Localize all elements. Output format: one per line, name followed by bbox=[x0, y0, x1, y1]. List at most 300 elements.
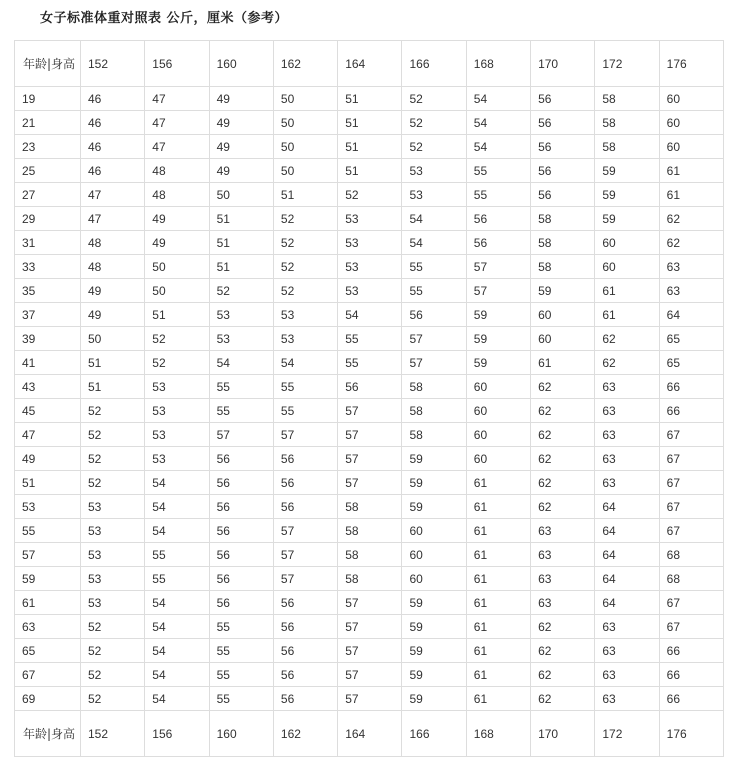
weight-cell: 51 bbox=[338, 87, 402, 111]
weight-cell: 54 bbox=[209, 351, 273, 375]
weight-cell: 52 bbox=[145, 351, 209, 375]
weight-cell: 53 bbox=[209, 303, 273, 327]
weight-cell: 54 bbox=[145, 519, 209, 543]
weight-cell: 61 bbox=[595, 279, 659, 303]
weight-cell: 57 bbox=[338, 639, 402, 663]
weight-cell: 52 bbox=[81, 399, 145, 423]
weight-cell: 47 bbox=[81, 207, 145, 231]
weight-cell: 55 bbox=[209, 687, 273, 711]
weight-cell: 49 bbox=[209, 159, 273, 183]
weight-cell: 57 bbox=[273, 543, 337, 567]
weight-cell: 58 bbox=[338, 543, 402, 567]
table-row bbox=[15, 303, 724, 327]
weight-cell: 61 bbox=[466, 615, 530, 639]
age-cell: 65 bbox=[15, 639, 81, 663]
weight-cell: 56 bbox=[531, 135, 595, 159]
weight-cell: 49 bbox=[81, 279, 145, 303]
weight-cell: 52 bbox=[209, 279, 273, 303]
weight-cell: 61 bbox=[466, 519, 530, 543]
height-header-cell: 168 bbox=[466, 711, 530, 757]
height-header-cell: 172 bbox=[595, 41, 659, 87]
weight-cell: 51 bbox=[338, 135, 402, 159]
table-row bbox=[15, 183, 724, 207]
weight-cell: 60 bbox=[466, 447, 530, 471]
weight-cell: 57 bbox=[338, 423, 402, 447]
weight-cell: 50 bbox=[273, 87, 337, 111]
weight-cell: 53 bbox=[81, 495, 145, 519]
weight-cell: 66 bbox=[659, 639, 723, 663]
weight-cell: 57 bbox=[338, 591, 402, 615]
weight-cell: 55 bbox=[338, 351, 402, 375]
weight-cell: 58 bbox=[402, 423, 466, 447]
weight-cell: 56 bbox=[531, 183, 595, 207]
weight-cell: 57 bbox=[402, 351, 466, 375]
weight-cell: 62 bbox=[531, 423, 595, 447]
table-row bbox=[15, 207, 724, 231]
weight-cell: 48 bbox=[145, 183, 209, 207]
weight-cell: 50 bbox=[209, 183, 273, 207]
weight-cell: 57 bbox=[338, 615, 402, 639]
weight-cell: 56 bbox=[273, 615, 337, 639]
weight-cell: 50 bbox=[145, 255, 209, 279]
weight-cell: 56 bbox=[273, 495, 337, 519]
weight-cell: 55 bbox=[209, 375, 273, 399]
weight-cell: 57 bbox=[209, 423, 273, 447]
age-cell: 35 bbox=[15, 279, 81, 303]
weight-cell: 62 bbox=[659, 207, 723, 231]
age-cell: 57 bbox=[15, 543, 81, 567]
weight-cell: 67 bbox=[659, 471, 723, 495]
weight-cell: 53 bbox=[338, 255, 402, 279]
weight-cell: 53 bbox=[338, 207, 402, 231]
age-cell: 47 bbox=[15, 423, 81, 447]
weight-cell: 57 bbox=[338, 399, 402, 423]
weight-cell: 57 bbox=[273, 567, 337, 591]
weight-cell: 55 bbox=[209, 615, 273, 639]
weight-cell: 53 bbox=[273, 303, 337, 327]
weight-cell: 59 bbox=[402, 663, 466, 687]
weight-cell: 56 bbox=[273, 687, 337, 711]
weight-cell: 60 bbox=[402, 519, 466, 543]
weight-cell: 53 bbox=[81, 591, 145, 615]
weight-cell: 53 bbox=[145, 399, 209, 423]
weight-cell: 61 bbox=[659, 183, 723, 207]
weight-cell: 63 bbox=[595, 663, 659, 687]
weight-cell: 67 bbox=[659, 519, 723, 543]
weight-cell: 59 bbox=[402, 639, 466, 663]
weight-cell: 63 bbox=[531, 591, 595, 615]
weight-cell: 66 bbox=[659, 375, 723, 399]
height-header-cell: 166 bbox=[402, 41, 466, 87]
weight-cell: 56 bbox=[531, 87, 595, 111]
weight-cell: 52 bbox=[273, 255, 337, 279]
weight-cell: 53 bbox=[145, 375, 209, 399]
weight-cell: 58 bbox=[338, 519, 402, 543]
weight-cell: 55 bbox=[209, 639, 273, 663]
weight-cell: 55 bbox=[145, 567, 209, 591]
weight-cell: 54 bbox=[466, 111, 530, 135]
weight-cell: 61 bbox=[466, 495, 530, 519]
age-cell: 37 bbox=[15, 303, 81, 327]
age-cell: 23 bbox=[15, 135, 81, 159]
weight-cell: 61 bbox=[466, 543, 530, 567]
weight-cell: 63 bbox=[531, 519, 595, 543]
weight-cell: 66 bbox=[659, 399, 723, 423]
weight-cell: 63 bbox=[531, 543, 595, 567]
age-cell: 51 bbox=[15, 471, 81, 495]
weight-cell: 50 bbox=[145, 279, 209, 303]
weight-cell: 52 bbox=[273, 231, 337, 255]
height-header-cell: 170 bbox=[531, 711, 595, 757]
weight-cell: 48 bbox=[81, 255, 145, 279]
weight-cell: 52 bbox=[81, 447, 145, 471]
corner-label: 年龄|身高 bbox=[15, 711, 81, 757]
weight-cell: 53 bbox=[81, 519, 145, 543]
weight-cell: 68 bbox=[659, 543, 723, 567]
age-cell: 21 bbox=[15, 111, 81, 135]
weight-cell: 51 bbox=[209, 231, 273, 255]
age-cell: 59 bbox=[15, 567, 81, 591]
weight-cell: 58 bbox=[402, 375, 466, 399]
height-header-cell: 176 bbox=[659, 41, 723, 87]
weight-cell: 59 bbox=[402, 591, 466, 615]
weight-cell: 67 bbox=[659, 447, 723, 471]
weight-cell: 65 bbox=[659, 351, 723, 375]
weight-cell: 54 bbox=[145, 591, 209, 615]
weight-cell: 58 bbox=[338, 495, 402, 519]
height-header-cell: 172 bbox=[595, 711, 659, 757]
weight-cell: 63 bbox=[595, 687, 659, 711]
weight-cell: 62 bbox=[595, 327, 659, 351]
weight-cell: 61 bbox=[466, 687, 530, 711]
weight-cell: 62 bbox=[531, 471, 595, 495]
table-row bbox=[15, 471, 724, 495]
weight-cell: 58 bbox=[531, 207, 595, 231]
height-header-cell: 152 bbox=[81, 41, 145, 87]
table-row bbox=[15, 375, 724, 399]
weight-cell: 57 bbox=[273, 519, 337, 543]
weight-cell: 60 bbox=[595, 255, 659, 279]
weight-cell: 59 bbox=[466, 303, 530, 327]
weight-cell: 63 bbox=[595, 375, 659, 399]
table-row bbox=[15, 567, 724, 591]
table-row bbox=[15, 351, 724, 375]
table-row bbox=[15, 423, 724, 447]
weight-cell: 63 bbox=[595, 615, 659, 639]
weight-cell: 47 bbox=[145, 111, 209, 135]
table-row bbox=[15, 447, 724, 471]
weight-cell: 58 bbox=[595, 135, 659, 159]
weight-cell: 49 bbox=[81, 303, 145, 327]
height-header-cell: 162 bbox=[273, 41, 337, 87]
weight-cell: 53 bbox=[338, 279, 402, 303]
weight-cell: 62 bbox=[531, 663, 595, 687]
weight-cell: 68 bbox=[659, 567, 723, 591]
weight-cell: 51 bbox=[338, 111, 402, 135]
weight-cell: 62 bbox=[595, 351, 659, 375]
weight-cell: 53 bbox=[402, 159, 466, 183]
weight-cell: 58 bbox=[595, 87, 659, 111]
weight-cell: 50 bbox=[273, 159, 337, 183]
weight-cell: 60 bbox=[466, 423, 530, 447]
weight-cell: 47 bbox=[145, 87, 209, 111]
weight-cell: 64 bbox=[595, 519, 659, 543]
table-row bbox=[15, 159, 724, 183]
weight-cell: 52 bbox=[145, 327, 209, 351]
page-title: 女子标准体重对照表 公斤，厘米（参考） bbox=[40, 11, 289, 26]
weight-cell: 58 bbox=[402, 399, 466, 423]
weight-cell: 51 bbox=[209, 207, 273, 231]
weight-cell: 56 bbox=[209, 567, 273, 591]
weight-cell: 61 bbox=[531, 351, 595, 375]
weight-cell: 54 bbox=[338, 303, 402, 327]
height-header-cell: 168 bbox=[466, 41, 530, 87]
weight-cell: 61 bbox=[659, 159, 723, 183]
weight-cell: 63 bbox=[595, 639, 659, 663]
weight-cell: 63 bbox=[531, 567, 595, 591]
weight-cell: 52 bbox=[81, 663, 145, 687]
weight-cell: 67 bbox=[659, 495, 723, 519]
weight-cell: 55 bbox=[466, 159, 530, 183]
weight-cell: 52 bbox=[273, 279, 337, 303]
weight-cell: 59 bbox=[402, 447, 466, 471]
height-header-cell: 152 bbox=[81, 711, 145, 757]
weight-cell: 57 bbox=[273, 423, 337, 447]
weight-cell: 59 bbox=[402, 471, 466, 495]
table-row bbox=[15, 495, 724, 519]
height-header-cell: 156 bbox=[145, 711, 209, 757]
weight-cell: 55 bbox=[209, 399, 273, 423]
weight-cell: 56 bbox=[209, 495, 273, 519]
height-header-cell: 160 bbox=[209, 41, 273, 87]
age-cell: 31 bbox=[15, 231, 81, 255]
age-cell: 41 bbox=[15, 351, 81, 375]
table-row bbox=[15, 135, 724, 159]
weight-cell: 50 bbox=[81, 327, 145, 351]
weight-cell: 53 bbox=[209, 327, 273, 351]
weight-cell: 60 bbox=[659, 111, 723, 135]
height-header-cell: 166 bbox=[402, 711, 466, 757]
weight-cell: 52 bbox=[81, 471, 145, 495]
weight-cell: 56 bbox=[273, 639, 337, 663]
weight-cell: 54 bbox=[145, 471, 209, 495]
weight-cell: 53 bbox=[81, 567, 145, 591]
weight-cell: 49 bbox=[209, 87, 273, 111]
table-row bbox=[15, 687, 724, 711]
weight-cell: 63 bbox=[595, 447, 659, 471]
weight-cell: 58 bbox=[531, 231, 595, 255]
weight-cell: 49 bbox=[145, 207, 209, 231]
weight-cell: 61 bbox=[466, 591, 530, 615]
weight-cell: 49 bbox=[209, 135, 273, 159]
table-row bbox=[15, 399, 724, 423]
corner-label: 年龄|身高 bbox=[15, 41, 81, 87]
table-row bbox=[15, 639, 724, 663]
weight-cell: 60 bbox=[531, 303, 595, 327]
weight-cell: 52 bbox=[402, 135, 466, 159]
weight-cell: 62 bbox=[531, 615, 595, 639]
weight-cell: 57 bbox=[338, 447, 402, 471]
weight-cell: 51 bbox=[209, 255, 273, 279]
weight-cell: 51 bbox=[338, 159, 402, 183]
weight-cell: 49 bbox=[145, 231, 209, 255]
weight-cell: 52 bbox=[402, 87, 466, 111]
age-cell: 61 bbox=[15, 591, 81, 615]
weight-cell: 61 bbox=[466, 471, 530, 495]
weight-cell: 52 bbox=[402, 111, 466, 135]
weight-cell: 54 bbox=[466, 135, 530, 159]
weight-cell: 56 bbox=[209, 447, 273, 471]
weight-cell: 60 bbox=[531, 327, 595, 351]
table-row bbox=[15, 615, 724, 639]
weight-cell: 59 bbox=[402, 687, 466, 711]
weight-cell: 51 bbox=[145, 303, 209, 327]
age-cell: 27 bbox=[15, 183, 81, 207]
weight-cell: 53 bbox=[273, 327, 337, 351]
weight-cell: 61 bbox=[466, 567, 530, 591]
table-row bbox=[15, 327, 724, 351]
weight-cell: 56 bbox=[273, 471, 337, 495]
weight-cell: 64 bbox=[659, 303, 723, 327]
age-cell: 19 bbox=[15, 87, 81, 111]
header-row bbox=[15, 41, 724, 87]
weight-cell: 62 bbox=[659, 231, 723, 255]
weight-cell: 55 bbox=[338, 327, 402, 351]
weight-cell: 64 bbox=[595, 567, 659, 591]
weight-cell: 60 bbox=[402, 567, 466, 591]
weight-cell: 55 bbox=[273, 399, 337, 423]
height-header-cell: 162 bbox=[273, 711, 337, 757]
age-cell: 39 bbox=[15, 327, 81, 351]
weight-cell: 62 bbox=[531, 375, 595, 399]
weight-cell: 66 bbox=[659, 687, 723, 711]
weight-cell: 56 bbox=[209, 519, 273, 543]
weight-cell: 63 bbox=[595, 471, 659, 495]
weight-cell: 62 bbox=[531, 399, 595, 423]
weight-cell: 48 bbox=[81, 231, 145, 255]
table-row bbox=[15, 591, 724, 615]
weight-cell: 57 bbox=[466, 279, 530, 303]
weight-cell: 63 bbox=[595, 399, 659, 423]
weight-cell: 48 bbox=[145, 159, 209, 183]
weight-cell: 56 bbox=[402, 303, 466, 327]
table-row bbox=[15, 279, 724, 303]
weight-cell: 61 bbox=[466, 639, 530, 663]
weight-cell: 62 bbox=[531, 495, 595, 519]
weight-cell: 50 bbox=[273, 111, 337, 135]
weight-cell: 61 bbox=[595, 303, 659, 327]
weight-cell: 54 bbox=[145, 687, 209, 711]
weight-cell: 55 bbox=[209, 663, 273, 687]
weight-cell: 59 bbox=[595, 183, 659, 207]
weight-cell: 46 bbox=[81, 135, 145, 159]
weight-cell: 56 bbox=[531, 111, 595, 135]
weight-cell: 56 bbox=[338, 375, 402, 399]
weight-cell: 67 bbox=[659, 615, 723, 639]
height-header-cell: 164 bbox=[338, 711, 402, 757]
footer-header-row bbox=[15, 711, 724, 757]
weight-cell: 50 bbox=[273, 135, 337, 159]
weight-cell: 55 bbox=[402, 255, 466, 279]
weight-cell: 54 bbox=[145, 639, 209, 663]
weight-cell: 56 bbox=[209, 471, 273, 495]
age-cell: 53 bbox=[15, 495, 81, 519]
weight-cell: 59 bbox=[595, 207, 659, 231]
weight-cell: 59 bbox=[595, 159, 659, 183]
weight-cell: 60 bbox=[659, 135, 723, 159]
weight-cell: 67 bbox=[659, 423, 723, 447]
table-row bbox=[15, 111, 724, 135]
weight-cell: 57 bbox=[338, 687, 402, 711]
weight-cell: 59 bbox=[531, 279, 595, 303]
weight-cell: 52 bbox=[81, 639, 145, 663]
weight-cell: 63 bbox=[659, 255, 723, 279]
weight-cell: 55 bbox=[466, 183, 530, 207]
age-cell: 55 bbox=[15, 519, 81, 543]
weight-cell: 67 bbox=[659, 591, 723, 615]
weight-cell: 57 bbox=[338, 471, 402, 495]
age-cell: 43 bbox=[15, 375, 81, 399]
weight-cell: 53 bbox=[338, 231, 402, 255]
weight-cell: 46 bbox=[81, 111, 145, 135]
weight-cell: 52 bbox=[81, 615, 145, 639]
weight-cell: 52 bbox=[81, 423, 145, 447]
weight-cell: 57 bbox=[466, 255, 530, 279]
weight-cell: 56 bbox=[466, 231, 530, 255]
weight-cell: 54 bbox=[402, 231, 466, 255]
table-row bbox=[15, 663, 724, 687]
weight-cell: 56 bbox=[209, 591, 273, 615]
table-row bbox=[15, 255, 724, 279]
weight-cell: 55 bbox=[145, 543, 209, 567]
weight-cell: 62 bbox=[531, 639, 595, 663]
height-header-cell: 160 bbox=[209, 711, 273, 757]
weight-chart-table bbox=[14, 40, 724, 757]
weight-cell: 64 bbox=[595, 543, 659, 567]
weight-cell: 54 bbox=[145, 495, 209, 519]
weight-cell: 58 bbox=[595, 111, 659, 135]
weight-cell: 64 bbox=[595, 495, 659, 519]
weight-cell: 51 bbox=[273, 183, 337, 207]
weight-cell: 54 bbox=[402, 207, 466, 231]
weight-cell: 46 bbox=[81, 159, 145, 183]
age-cell: 25 bbox=[15, 159, 81, 183]
weight-cell: 49 bbox=[209, 111, 273, 135]
weight-cell: 59 bbox=[466, 327, 530, 351]
weight-cell: 51 bbox=[81, 375, 145, 399]
weight-cell: 47 bbox=[145, 135, 209, 159]
weight-cell: 56 bbox=[273, 447, 337, 471]
table-row bbox=[15, 519, 724, 543]
weight-cell: 46 bbox=[81, 87, 145, 111]
weight-cell: 63 bbox=[659, 279, 723, 303]
weight-cell: 52 bbox=[338, 183, 402, 207]
weight-cell: 52 bbox=[81, 687, 145, 711]
height-header-cell: 170 bbox=[531, 41, 595, 87]
weight-cell: 57 bbox=[402, 327, 466, 351]
age-cell: 29 bbox=[15, 207, 81, 231]
weight-cell: 51 bbox=[81, 351, 145, 375]
height-header-cell: 164 bbox=[338, 41, 402, 87]
height-header-cell: 156 bbox=[145, 41, 209, 87]
weight-cell: 56 bbox=[466, 207, 530, 231]
age-cell: 49 bbox=[15, 447, 81, 471]
weight-cell: 61 bbox=[466, 663, 530, 687]
age-cell: 45 bbox=[15, 399, 81, 423]
age-cell: 33 bbox=[15, 255, 81, 279]
weight-cell: 55 bbox=[273, 375, 337, 399]
weight-cell: 60 bbox=[659, 87, 723, 111]
